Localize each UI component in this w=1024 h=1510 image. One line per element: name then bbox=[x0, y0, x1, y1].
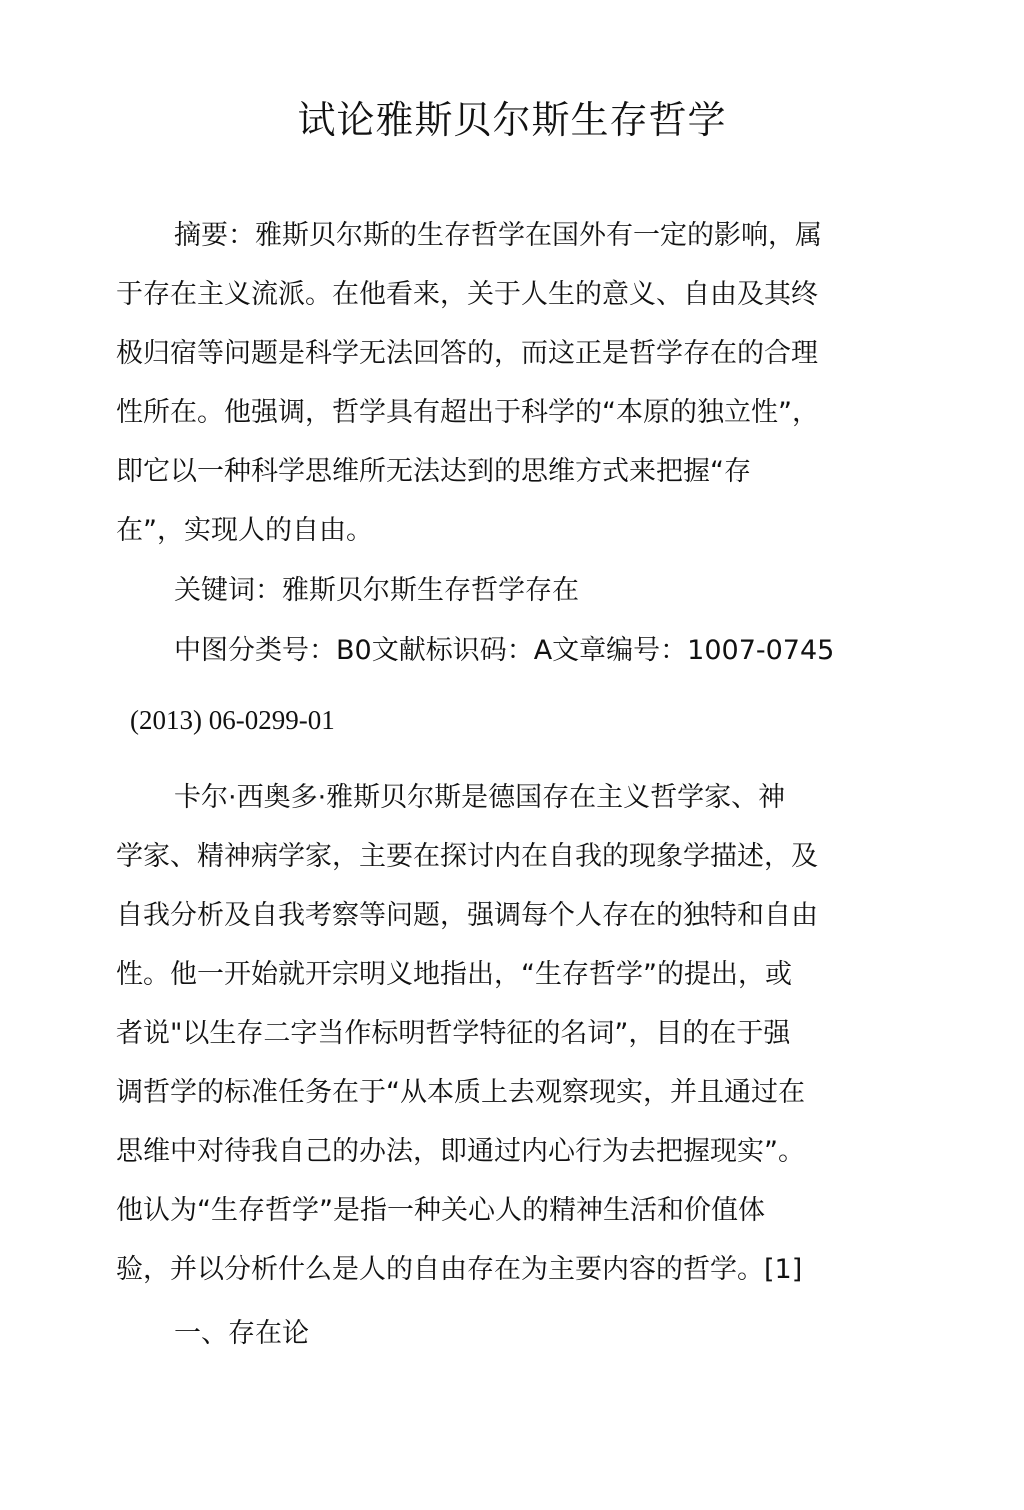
abstract-line: 在”，实现人的自由。 bbox=[116, 515, 373, 546]
document-title: 试论雅斯贝尔斯生存哲学 bbox=[297, 98, 727, 142]
body-line: 验，并以分析什么是人的自由存在为主要内容的哲学。[1] bbox=[116, 1254, 803, 1285]
body-line: 思维中对待我自己的办法，即通过内心行为去把握现实”。 bbox=[116, 1136, 805, 1167]
body-line: 他认为“生存哲学”是指一种关心人的精神生活和价值体 bbox=[116, 1195, 765, 1226]
abstract-line: 极归宿等问题是科学无法回答的，而这正是哲学存在的合理 bbox=[116, 338, 818, 369]
section-heading: 一、存在论 bbox=[174, 1318, 309, 1349]
classification-line: 中图分类号：B0文献标识码：A文章编号：1007-0745 bbox=[174, 635, 835, 666]
abstract-line: 性所在。他强调，哲学具有超出于科学的“本原的独立性”， bbox=[116, 397, 819, 428]
abstract-line: 摘要：雅斯贝尔斯的生存哲学在国外有一定的影响，属 bbox=[174, 220, 822, 251]
abstract-line: 即它以一种科学思维所无法达到的思维方式来把握“存 bbox=[116, 456, 751, 487]
body-line: 性。他一开始就开宗明义地指出，“生存哲学”的提出，或 bbox=[116, 959, 792, 990]
body-line: 学家、精神病学家，主要在探讨内在自我的现象学描述，及 bbox=[116, 841, 818, 872]
keywords-line: 关键词：雅斯贝尔斯生存哲学存在 bbox=[174, 575, 579, 606]
body-line: 自我分析及自我考察等问题，强调每个人存在的独特和自由 bbox=[116, 900, 818, 931]
body-line: 卡尔·西奥多·雅斯贝尔斯是德国存在主义哲学家、神 bbox=[174, 782, 786, 813]
abstract-line: 于存在主义流派。在他看来，关于人生的意义、自由及其终 bbox=[116, 279, 818, 310]
body-line: 者说"以生存二字当作标明哲学特征的名词”，目的在于强 bbox=[116, 1018, 791, 1049]
body-line: 调哲学的标准任务在于“从本质上去观察现实，并且通过在 bbox=[116, 1077, 805, 1108]
issue-line: (2013) 06-0299-01 bbox=[130, 705, 335, 735]
